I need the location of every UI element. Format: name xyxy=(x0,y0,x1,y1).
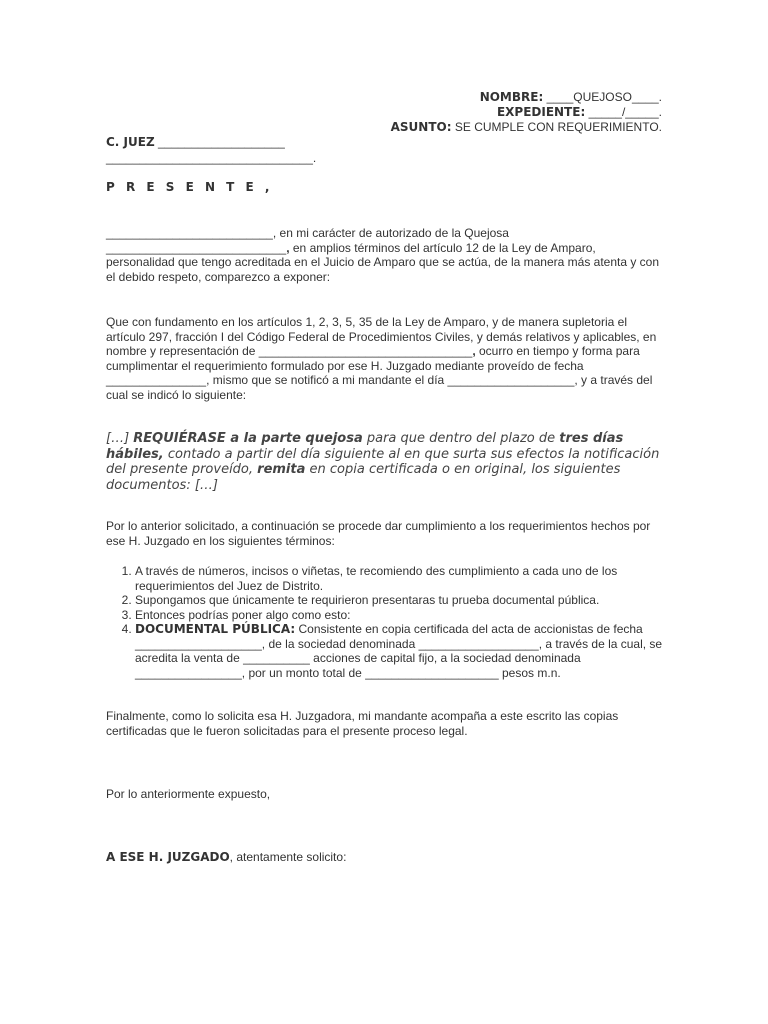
fundamento-comma: , xyxy=(472,344,476,358)
nombre-value: ____QUEJOSO____. xyxy=(543,90,662,104)
quote-part6: remita xyxy=(257,462,306,477)
requirements-list xyxy=(106,564,691,680)
quote-paragraph xyxy=(106,431,662,493)
expuesto-paragraph: Por lo anteriormente expuesto, xyxy=(106,787,271,801)
intro-part2: en amplios términos del artículo 12 de la Ley de Amparo, personalidad que tengo acreditada en el Juicio de Amparo que se actúa, de la manera más atenta y con el debido respeto, comparezco a exponer: xyxy=(106,240,660,284)
nombre-label: NOMBRE: xyxy=(479,90,544,104)
header-expediente xyxy=(497,105,662,120)
fundamento-paragraph xyxy=(106,315,662,402)
list-item xyxy=(135,622,691,680)
list-item4-text: Consistente en copia certificada del acta de accionistas de fecha ___________________, de la sociedad denominada __________________, a través de la cual, se acredita la venta de __________ acciones de capital fijo, a la sociedad denominada ________________, por un monto total de ____________________ pesos m.n. xyxy=(135,622,663,680)
juez-label: C. JUEZ xyxy=(106,135,155,149)
quote-part5: contado a partir del día siguiente al en que surta sus efectos la notificación del presente proveído, xyxy=(106,446,660,477)
presente: P R E S E N T E , xyxy=(106,180,273,194)
closing-paragraph xyxy=(106,850,662,865)
quote-part2: REQUIÉRASE a la parte quejosa xyxy=(133,431,363,446)
list-item3-text: Entonces podrías poner algo como esto: xyxy=(135,607,351,622)
quote-part3: para que dentro del plazo de xyxy=(362,431,560,446)
addressee-line2: _______________________________. xyxy=(106,151,317,165)
addressee-juez xyxy=(106,135,662,150)
expediente-value: _____/_____. xyxy=(585,105,662,119)
asunto-value: SE CUMPLE CON REQUERIMIENTO. xyxy=(451,120,662,134)
intro-paragraph xyxy=(106,226,662,284)
list-item1-text: A través de números, incisos o viñetas, te recomiendo des cumplimiento a cada uno de los requerimientos del Juez de Distrito. xyxy=(135,564,618,593)
list-item4-label: DOCUMENTAL PÚBLICA: xyxy=(135,622,296,636)
quote-part4: tres días hábiles, xyxy=(106,431,624,462)
cumplimiento-paragraph: Por lo anterior solicitado, a continuación se procede dar cumplimiento a los requerimientos hechos por ese H. Juzgado en los siguientes términos: xyxy=(106,519,651,548)
list-item xyxy=(135,593,691,608)
juez-blank: ___________________ xyxy=(154,135,285,149)
header-nombre xyxy=(480,90,662,105)
header-asunto xyxy=(391,120,662,135)
quote-part7: en copia certificada o en original, los siguientes documentos: […] xyxy=(106,462,621,493)
fundamento-part2: ocurro en tiempo y forma para cumplimentar el requerimiento formulado por ese H. Juzgado mediante proveído de fecha _______________, mismo que se notificó a mi mandante el día ___________________, y a través del cual se indicó lo siguiente: xyxy=(106,344,653,402)
list-item2-text: Supongamos que únicamente te requirieron presentaras tu prueba documental pública. xyxy=(135,593,600,607)
list-item xyxy=(135,564,691,593)
quote-part1: […] xyxy=(106,431,134,446)
list-item xyxy=(135,608,691,623)
asunto-label: ASUNTO: xyxy=(390,120,452,134)
closing-text: , atentamente solicito: xyxy=(229,850,347,864)
expediente-label: EXPEDIENTE: xyxy=(496,105,586,119)
closing-label: A ESE H. JUZGADO xyxy=(106,850,230,864)
fundamento-part1: Que con fundamento en los artículos 1, 2, 3, 5, 35 de la Ley de Amparo, y de manera supletoria el artículo 297, fracción I del Código Federal de Procedimientos Civiles, y demás relativos y aplicables, en nombre y representación de ________________________________ xyxy=(106,315,657,358)
intro-part1: _________________________, en mi carácter de autorizado de la Quejosa ___________________________ xyxy=(106,226,509,255)
finalmente-paragraph: Finalmente, como lo solicita esa H. Juzgadora, mi mandante acompaña a este escrito las copias certificadas que le fueron solicitadas para el presente proceso legal. xyxy=(106,709,619,738)
intro-comma: , xyxy=(286,240,290,255)
